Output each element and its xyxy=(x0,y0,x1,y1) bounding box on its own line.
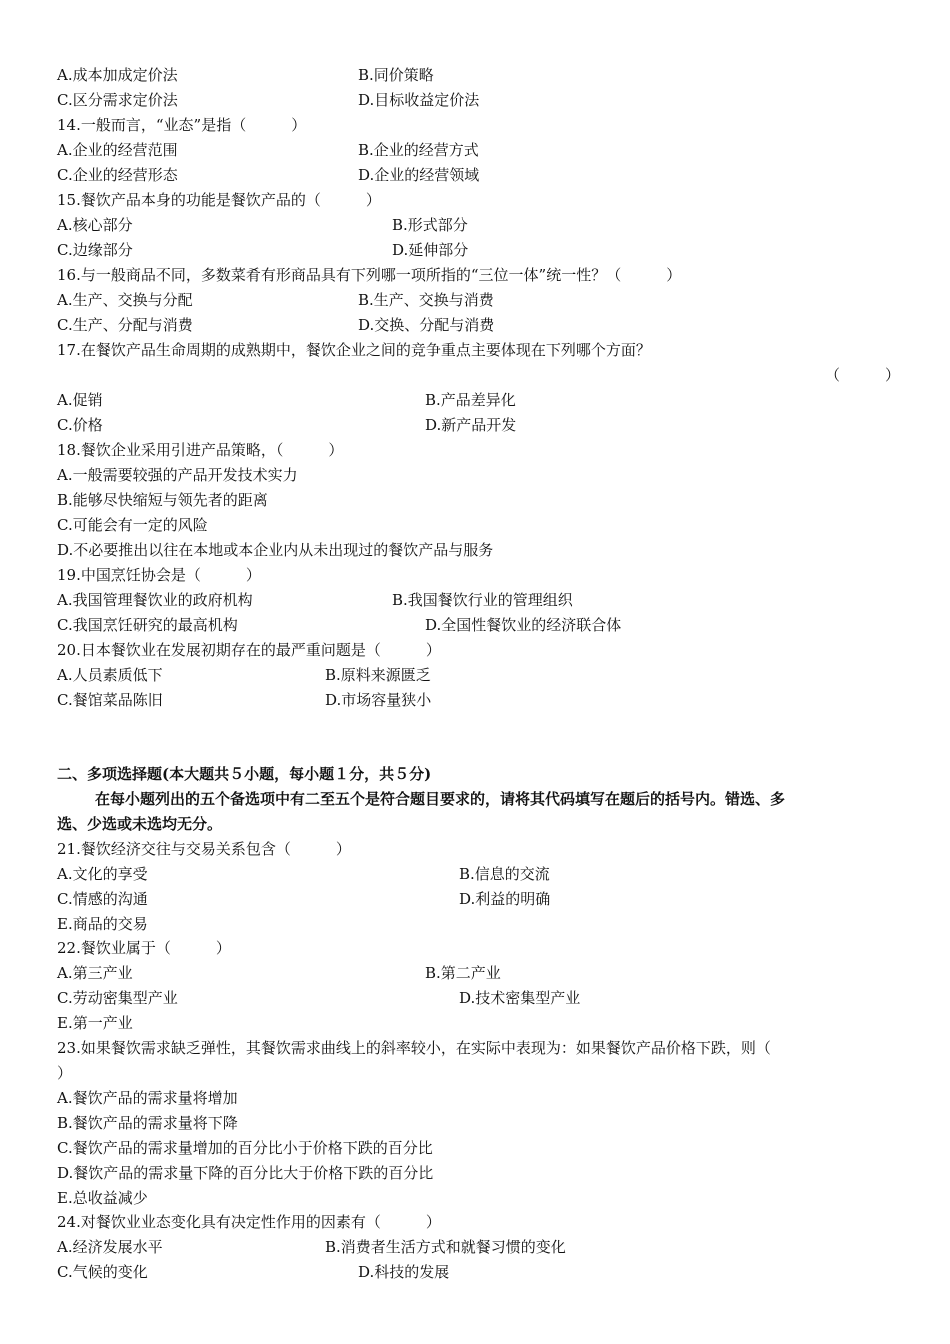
q18-option-c: C.可能会有一定的风险 xyxy=(57,516,208,534)
q23-option-e: E.总收益减少 xyxy=(57,1189,148,1207)
section2-instruction-line1: 在每小题列出的五个备选项中有二至五个是符合题目要求的，请将其代码填写在题后的括号内。错选、多 xyxy=(95,790,786,808)
q20-option-a: A.人员素质低下 xyxy=(57,666,163,684)
q18-option-d: D.不必要推出以往在本地或本企业内从未出现过的餐饮产品与服务 xyxy=(57,541,494,559)
q15-option-c: C.边缘部分 xyxy=(57,241,133,259)
q23-option-b: B.餐饮产品的需求量将下降 xyxy=(57,1114,238,1132)
q14-option-a: A.企业的经营范围 xyxy=(57,141,178,159)
q16-option-c: C.生产、分配与消费 xyxy=(57,316,193,334)
q17-option-c: C.价格 xyxy=(57,416,103,434)
q24-option-a: A.经济发展水平 xyxy=(57,1238,163,1256)
q17-option-a: A.促销 xyxy=(57,391,103,409)
q15-option-a: A.核心部分 xyxy=(57,216,133,234)
q22-option-b: B.第二产业 xyxy=(425,964,501,982)
q23-stem-line1: 23.如果餐饮需求缺乏弹性，其餐饮需求曲线上的斜率较小，在实际中表现为：如果餐饮产品价格下跌，则（ xyxy=(57,1039,771,1057)
q22-stem: 22.餐饮业属于（ ） xyxy=(57,939,231,957)
q18-stem: 18.餐饮企业采用引进产品策略，（ ） xyxy=(57,441,344,459)
q19-option-a: A.我国管理餐饮业的政府机构 xyxy=(57,591,253,609)
q15-option-d: D.延伸部分 xyxy=(392,241,469,259)
q17-option-b: B.产品差异化 xyxy=(425,391,516,409)
q21-stem: 21.餐饮经济交往与交易关系包含（ ） xyxy=(57,840,351,858)
q24-stem: 24.对餐饮业业态变化具有决定性作用的因素有（ ） xyxy=(57,1213,441,1231)
q22-option-c: C.劳动密集型产业 xyxy=(57,989,178,1007)
q16-option-a: A.生产、交换与分配 xyxy=(57,291,193,309)
q18-option-b: B.能够尽快缩短与领先者的距离 xyxy=(57,491,268,509)
q23-option-c: C.餐饮产品的需求量增加的百分比小于价格下跌的百分比 xyxy=(57,1139,433,1157)
section2-instruction-line2: 选、少选或未选均无分。 xyxy=(57,815,223,833)
q21-option-e: E.商品的交易 xyxy=(57,915,148,933)
q15-stem: 15.餐饮产品本身的功能是餐饮产品的（ ） xyxy=(57,191,381,209)
q20-option-d: D.市场容量狭小 xyxy=(325,691,432,709)
q17-stem: 17.在餐饮产品生命周期的成熟期中，餐饮企业之间的竞争重点主要体现在下列哪个方面？ xyxy=(57,341,651,359)
section2-title: 二、多项选择题(本大题共５小题，每小题１分，共５分) xyxy=(57,765,432,783)
q16-stem: 16.与一般商品不同，多数菜肴有形商品具有下列哪一项所指的“三位一体”统一性？（ ） xyxy=(57,266,682,284)
q22-option-d: D.技术密集型产业 xyxy=(459,989,581,1007)
q13-option-b: B.同价策略 xyxy=(358,66,434,84)
q19-stem: 19.中国烹饪协会是（ ） xyxy=(57,566,261,584)
q24-option-c: C.气候的变化 xyxy=(57,1263,148,1281)
q14-option-d: D.企业的经营领域 xyxy=(358,166,480,184)
q17-option-d: D.新产品开发 xyxy=(425,416,517,434)
q18-option-a: A.一般需要较强的产品开发技术实力 xyxy=(57,466,298,484)
q23-stem-line2: ） xyxy=(57,1064,73,1082)
q21-option-c: C.情感的沟通 xyxy=(57,890,148,908)
q21-option-b: B.信息的交流 xyxy=(459,865,550,883)
q19-option-d: D.全国性餐饮业的经济联合体 xyxy=(425,616,622,634)
q15-option-b: B.形式部分 xyxy=(392,216,468,234)
q14-stem: 14.一般而言，“业态”是指（ ） xyxy=(57,116,307,134)
q22-option-e: E.第一产业 xyxy=(57,1014,133,1032)
q20-stem: 20.日本餐饮业在发展初期存在的最严重问题是（ ） xyxy=(57,641,441,659)
q24-option-d: D.科技的发展 xyxy=(358,1263,450,1281)
q16-option-d: D.交换、分配与消费 xyxy=(358,316,495,334)
q13-option-d: D.目标收益定价法 xyxy=(358,91,480,109)
q16-option-b: B.生产、交换与消费 xyxy=(358,291,494,309)
q22-option-a: A.第三产业 xyxy=(57,964,133,982)
q19-option-c: C.我国烹饪研究的最高机构 xyxy=(57,616,238,634)
q13-option-a: A.成本加成定价法 xyxy=(57,66,178,84)
q19-option-b: B.我国餐饮行业的管理组织 xyxy=(392,591,573,609)
q24-option-b: B.消费者生活方式和就餐习惯的变化 xyxy=(325,1238,566,1256)
q14-option-b: B.企业的经营方式 xyxy=(358,141,479,159)
q23-option-d: D.餐饮产品的需求量下降的百分比大于价格下跌的百分比 xyxy=(57,1164,434,1182)
q23-option-a: A.餐饮产品的需求量将增加 xyxy=(57,1089,238,1107)
q13-option-c: C.区分需求定价法 xyxy=(57,91,178,109)
q20-option-c: C.餐馆菜品陈旧 xyxy=(57,691,163,709)
q21-option-a: A.文化的享受 xyxy=(57,865,148,883)
q17-answer-paren: （ ） xyxy=(825,366,901,384)
q20-option-b: B.原料来源匮乏 xyxy=(325,666,431,684)
q14-option-c: C.企业的经营形态 xyxy=(57,166,178,184)
q21-option-d: D.利益的明确 xyxy=(459,890,551,908)
